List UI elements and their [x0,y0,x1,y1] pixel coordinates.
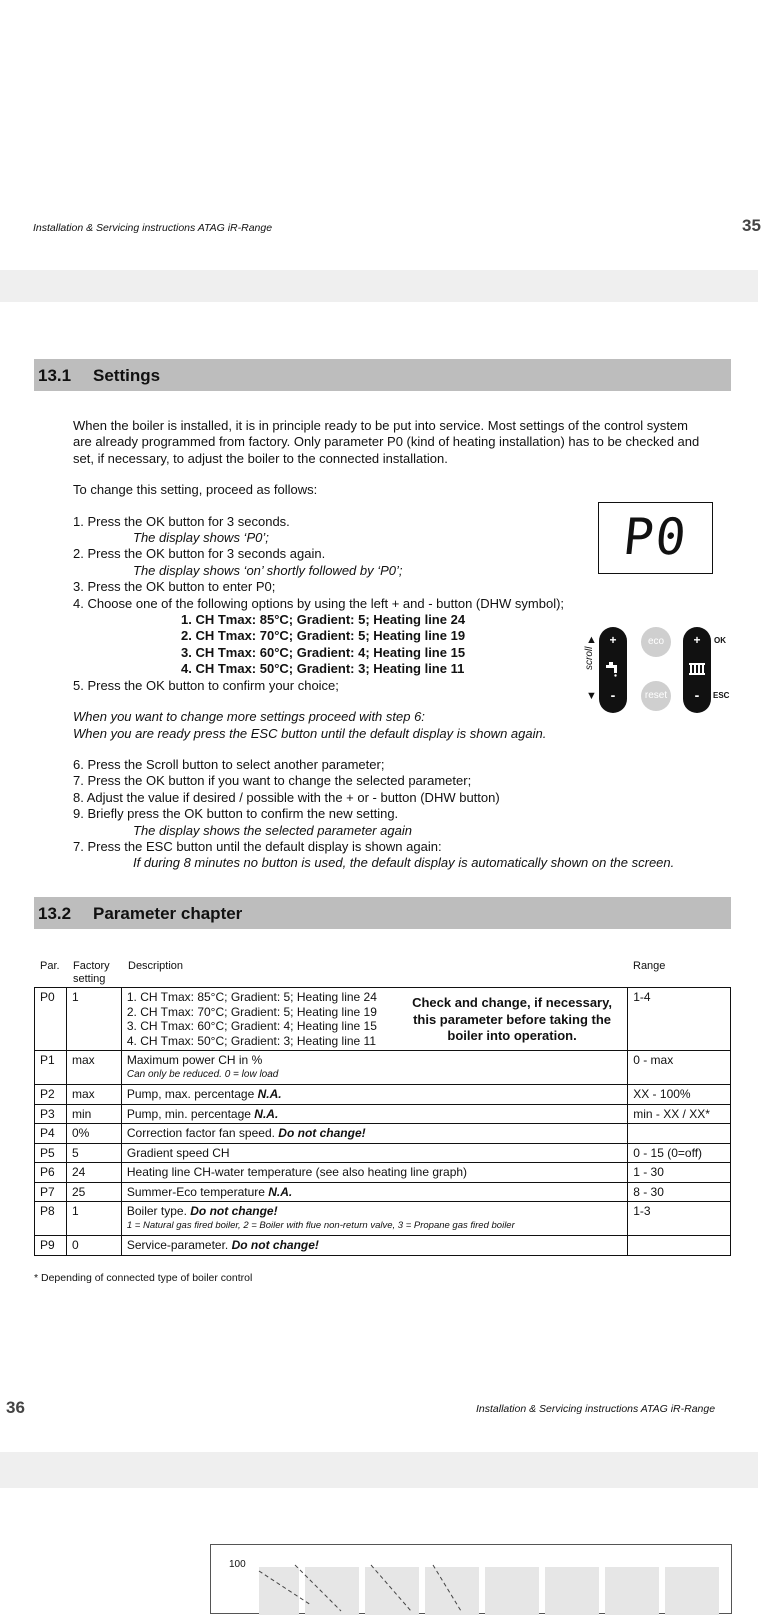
cell-description [121,1182,627,1202]
cell-par: P0 [35,988,67,1051]
header-par: Par. [40,960,60,972]
cell-par: P6 [35,1163,67,1183]
option-2: 2. CH Tmax: 70°C; Gradient: 5; Heating line 19 [181,628,466,644]
eco-button[interactable]: eco [641,627,671,657]
section-number: 13.2 [38,904,72,923]
p4-desc: Correction factor fan speed. [126,1126,279,1140]
page-number-top: 35 [742,216,761,235]
cell-factory: 25 [66,1182,121,1202]
table-row [35,1124,731,1144]
footnote: * Depending of connected type of boiler control [34,1272,253,1284]
cell-range: 8 - 30 [628,1182,731,1202]
p4-desc-bold: Do not change! [278,1126,366,1140]
cell-range: min - XX / XX* [628,1104,731,1124]
cell-description [121,1051,627,1085]
dhw-button-group [599,627,627,713]
cell-range: XX - 100% [628,1085,731,1105]
option-3: 3. CH Tmax: 60°C; Gradient: 4; Heating line 15 [181,644,466,660]
finish-note: When you are ready press the ESC button until the default display is shown again. [73,725,547,741]
cell-par: P7 [35,1182,67,1202]
section-heading-settings [34,359,731,391]
section-title: Parameter chapter [93,904,243,923]
step-10-note: If during 8 minutes no button is used, the default display is automatically shown on the screen. [133,855,675,871]
page-header-text: Installation & Servicing instructions ATAG iR-Range [33,222,273,234]
cell-factory: 0 [66,1236,121,1256]
p0-warning: Check and change, if necessary, [412,995,612,1010]
cell-par: P3 [35,1104,67,1124]
cell-range: 1 - 30 [628,1163,731,1183]
cell-range: 1-4 [628,988,731,1051]
reset-button[interactable]: reset [641,681,671,711]
p3-desc-bold: N.A. [254,1106,279,1121]
step-2-note: The display shows ‘on’ shortly followed by ‘P0’; [133,562,403,578]
step-10: 7. Press the ESC button until the default display is shown again: [73,838,442,854]
page-separator [0,270,758,302]
header-range: Range [633,960,666,972]
table-row [35,1202,731,1236]
step-8: 8. Adjust the value if desired / possible with the + or - button (DHW button) [73,789,500,805]
p8-note: 1 = Natural gas fired boiler, 2 = Boiler with flue non-return valve, 3 = Propane gas fired boiler [126,1219,515,1231]
cell-par: P5 [35,1143,67,1163]
step-4: 4. Choose one of the following options by using the left + and - button (DHW symbol); [73,595,565,611]
section-number: 13.1 [38,366,72,385]
scroll-label: scroll [584,646,595,670]
p0-option: 1. CH Tmax: 85°C; Gradient: 5; Heating line 24 [126,990,377,1004]
heating-line-graph [210,1544,732,1614]
table-row [35,1163,731,1183]
cell-factory: max [66,1085,121,1105]
p0-option: 2. CH Tmax: 70°C; Gradient: 5; Heating line 19 [126,1004,377,1019]
cell-par: P8 [35,1202,67,1236]
p0-option: 4. CH Tmax: 50°C; Gradient: 3; Heating line 11 [126,1033,377,1048]
p9-desc: Service-parameter. [126,1238,232,1252]
ch-button-group [683,627,711,713]
dhw-plus-button[interactable]: + [609,633,617,647]
cell-description [121,1124,627,1144]
cell-par: P9 [35,1236,67,1256]
graph-canvas [211,1545,733,1615]
cell-factory: 24 [66,1163,121,1183]
cell-factory: min [66,1104,121,1124]
cell-par: P2 [35,1085,67,1105]
scroll-down-arrow[interactable]: ▼ [586,690,597,702]
page-footer-text: Installation & Servicing instructions ATAG iR-Range [476,1403,716,1415]
page-separator [0,1452,758,1488]
cell-description [121,1236,627,1256]
step-6: 6. Press the Scroll button to select another parameter; [73,756,385,772]
p7-desc-bold: N.A. [268,1184,293,1199]
cell-range: 1-3 [628,1202,731,1236]
cell-range: 0 - 15 (0=off) [628,1143,731,1163]
option-4: 4. CH Tmax: 50°C; Gradient: 3; Heating line 11 [181,661,465,677]
cell-par: P4 [35,1124,67,1144]
table-row [35,988,731,1051]
section-heading-parameter-chapter [34,897,731,929]
p7-desc: Summer-Eco temperature [126,1184,269,1199]
cell-description: Heating line CH-water temperature (see also heating line graph) [121,1163,627,1183]
cell-range [628,1124,731,1144]
step-9: 9. Briefly press the OK button to confirm the new setting. [73,806,399,822]
step-7: 7. Press the OK button if you want to change the selected parameter; [73,773,472,789]
step-9-note: The display shows the selected parameter again [133,822,412,838]
cell-factory: max [66,1051,121,1085]
tap-icon [604,660,622,678]
parameter-table [34,987,731,1256]
cell-description [121,988,627,1051]
cell-factory: 1 [66,1202,121,1236]
cell-factory: 0% [66,1124,121,1144]
step-5: 5. Press the OK button to confirm your choice; [73,677,339,693]
table-row [35,1236,731,1256]
graph-axis-label: 100 [229,1559,246,1570]
p9-desc-bold: Do not change! [231,1238,319,1252]
p8-desc-bold: Do not change! [190,1204,278,1218]
cell-description [121,1202,627,1236]
p0-option: 3. CH Tmax: 60°C; Gradient: 4; Heating line 15 [126,1019,377,1033]
p1-note: Can only be reduced. 0 = low load [126,1068,279,1080]
header-factory [73,960,110,986]
step-1: 1. Press the OK button for 3 seconds. [73,513,290,529]
display-text: P0 [620,508,691,566]
section-title: Settings [93,366,161,385]
table-row [35,1051,731,1085]
header-factory-line: setting [73,973,106,985]
p0-warning: this parameter before taking the [413,1011,612,1027]
dhw-minus-button[interactable]: - [610,687,616,703]
header-description: Description [128,960,184,972]
cell-description: Gradient speed CH [121,1143,627,1163]
p1-desc: Maximum power CH in % [126,1053,263,1067]
p2-desc: Pump, max. percentage [126,1087,258,1101]
table-row [35,1143,731,1163]
cell-description [121,1085,627,1105]
cell-factory: 1 [66,988,121,1051]
table-row [35,1182,731,1202]
intro-line: set, if necessary, to adjust the boiler to the connected installation. [73,450,448,466]
ch-minus-button[interactable]: - [694,687,700,703]
header-factory-line: Factory [73,960,110,972]
p8-desc: Boiler type. [126,1204,191,1218]
esc-label: ESC [713,691,730,700]
display-screen [598,502,713,574]
ok-label: OK [714,636,726,645]
scroll-up-arrow[interactable]: ▲ [586,634,597,646]
cell-description [121,1104,627,1124]
cell-factory: 5 [66,1143,121,1163]
radiator-icon [688,662,706,676]
p3-desc: Pump, min. percentage [126,1106,255,1121]
intro-line: are already programmed from factory. Only parameter P0 (kind of heating installation) has to be checked and [73,434,700,450]
proceed-text: To change this setting, proceed as follows: [73,482,318,498]
p0-warning: boiler into operation. [447,1028,577,1043]
step-3: 3. Press the OK button to enter P0; [73,579,276,595]
more-settings-note: When you want to change more settings proceed with step 6: [73,709,425,725]
cell-range [628,1236,731,1256]
cell-range: 0 - max [628,1051,731,1085]
intro-line: When the boiler is installed, it is in principle ready to be put into service. Most settings of the control system [73,418,688,433]
cell-par: P1 [35,1051,67,1085]
page-number-bottom: 36 [6,1398,25,1417]
table-row [35,1085,731,1105]
option-1: 1. CH Tmax: 85°C; Gradient: 5; Heating line 24 [181,612,466,628]
table-row [35,1104,731,1124]
step-2: 2. Press the OK button for 3 seconds again. [73,546,326,562]
step-1-note: The display shows ‘P0’; [133,530,269,546]
p2-desc-bold: N.A. [257,1087,282,1101]
ch-plus-button[interactable]: + [693,633,701,647]
